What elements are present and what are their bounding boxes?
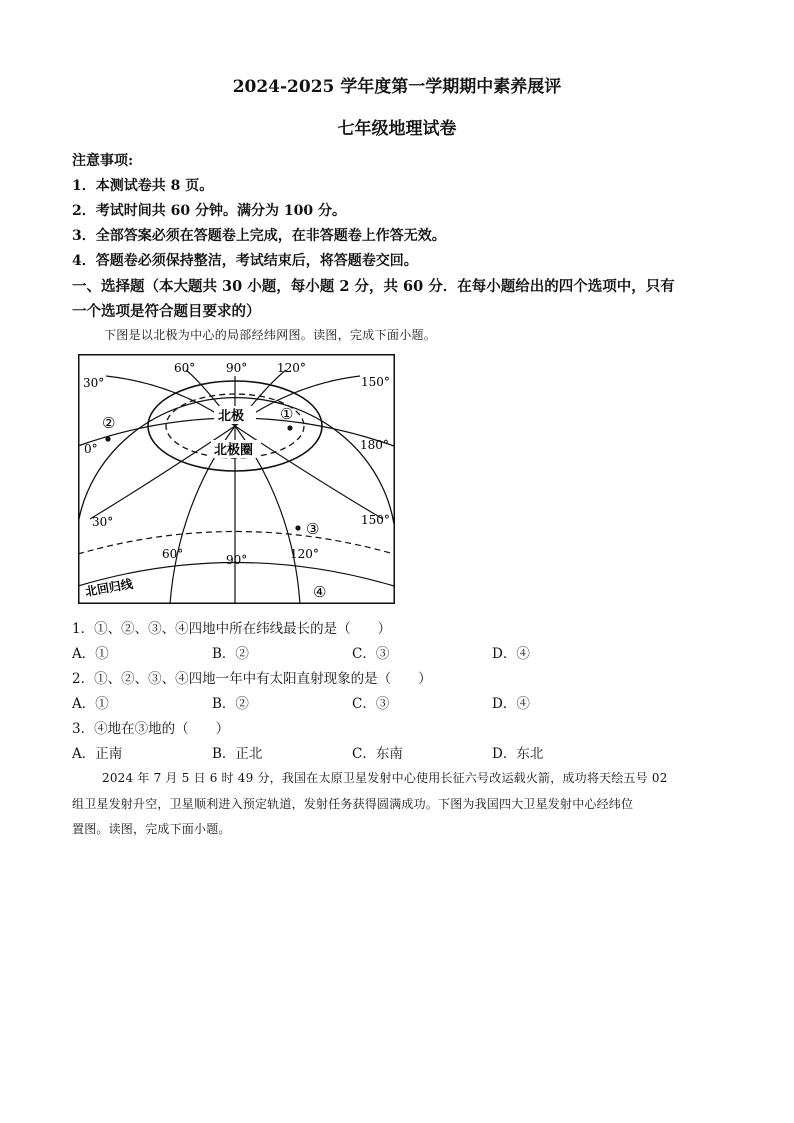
q2-option-c: C．③ (352, 696, 390, 712)
lon-label: 180° (360, 438, 389, 452)
q3-option-a: A．正南 (72, 746, 123, 762)
arctic-circle-label: 北极圈 (214, 443, 254, 458)
question-1-stem: 1．①、②、③、④四地中所在纬线最长的是（ ） (72, 621, 392, 637)
section-heading-line2: 一个选项是符合题目要求的） (72, 303, 261, 320)
q1-option-d: D．④ (492, 646, 530, 662)
note-item: 4．答题卷必须保持整洁，考试结束后，将答题卷交回。 (72, 253, 418, 269)
point-1-dot (287, 425, 292, 430)
point-2-dot (105, 436, 110, 441)
exam-subtitle: 七年级地理试卷 (337, 119, 457, 139)
q2-option-a: A．① (72, 696, 109, 712)
passage-line-2: 组卫星发射升空，卫星顺利进入预定轨道，发射任务获得圆满成功。下图为我国四大卫星发射中心经纬位 (72, 797, 634, 811)
polar-graticule-map (78, 354, 395, 604)
lon-label: 30° (83, 376, 105, 390)
note-item: 1．本测试卷共 8 页。 (72, 178, 214, 194)
question-3-stem: 3．④地在③地的（ ） (72, 721, 230, 737)
q2-option-d: D．④ (492, 696, 530, 712)
section-heading-line1: 一、选择题（本大题共 30 小题，每小题 2 分，共 60 分．在每小题给出的四个选项中，只有 (72, 278, 675, 295)
note-item: 3．全部答案必须在答题卷上完成，在非答题卷上作答无效。 (72, 228, 446, 244)
note-item: 2．考试时间共 60 分钟。满分为 100 分。 (72, 203, 346, 219)
point-3-label: ③ (306, 520, 320, 538)
notes-heading: 注意事项: (72, 153, 134, 169)
lon-label: 90° (226, 361, 248, 375)
lon-label: 60° (174, 361, 196, 375)
lon-label: 150° (361, 375, 390, 389)
q2-option-b: B．② (212, 696, 249, 712)
lon-label: 60° (162, 547, 184, 561)
q1-option-c: C．③ (352, 646, 390, 662)
point-3-dot (295, 525, 300, 530)
point-4-label: ④ (313, 583, 327, 601)
q1-option-a: A．① (72, 646, 109, 662)
lon-label: 90° (226, 553, 248, 567)
lon-label: 150° (361, 513, 390, 527)
q1-option-b: B．② (212, 646, 249, 662)
q3-option-d: D．东北 (492, 746, 544, 762)
lon-label: 120° (290, 547, 319, 561)
point-1-label: ① (280, 405, 294, 423)
q3-option-c: C．东南 (352, 746, 403, 762)
lon-label: 30° (92, 515, 114, 529)
lon-label: 0° (84, 442, 98, 456)
passage-line-1: 2024 年 7 月 5 日 6 时 49 分，我国在太原卫星发射中心使用长征六号改运载火箭，成功将天绘五号 02 (102, 771, 668, 785)
tropic-label: 北回归线 (84, 576, 134, 599)
map-intro: 下图是以北极为中心的局部经纬网图。读图，完成下面小题。 (104, 328, 437, 342)
passage-line-3: 置图。读图，完成下面小题。 (72, 822, 231, 836)
question-2-stem: 2．①、②、③、④四地一年中有太阳直射现象的是（ ） (72, 671, 432, 687)
north-pole-label: 北极 (218, 409, 245, 424)
q3-option-b: B．正北 (212, 746, 263, 762)
exam-title: 2024-2025 学年度第一学期期中素养展评 (232, 77, 562, 97)
lon-label: 120° (277, 361, 306, 375)
point-2-label: ② (102, 414, 116, 432)
